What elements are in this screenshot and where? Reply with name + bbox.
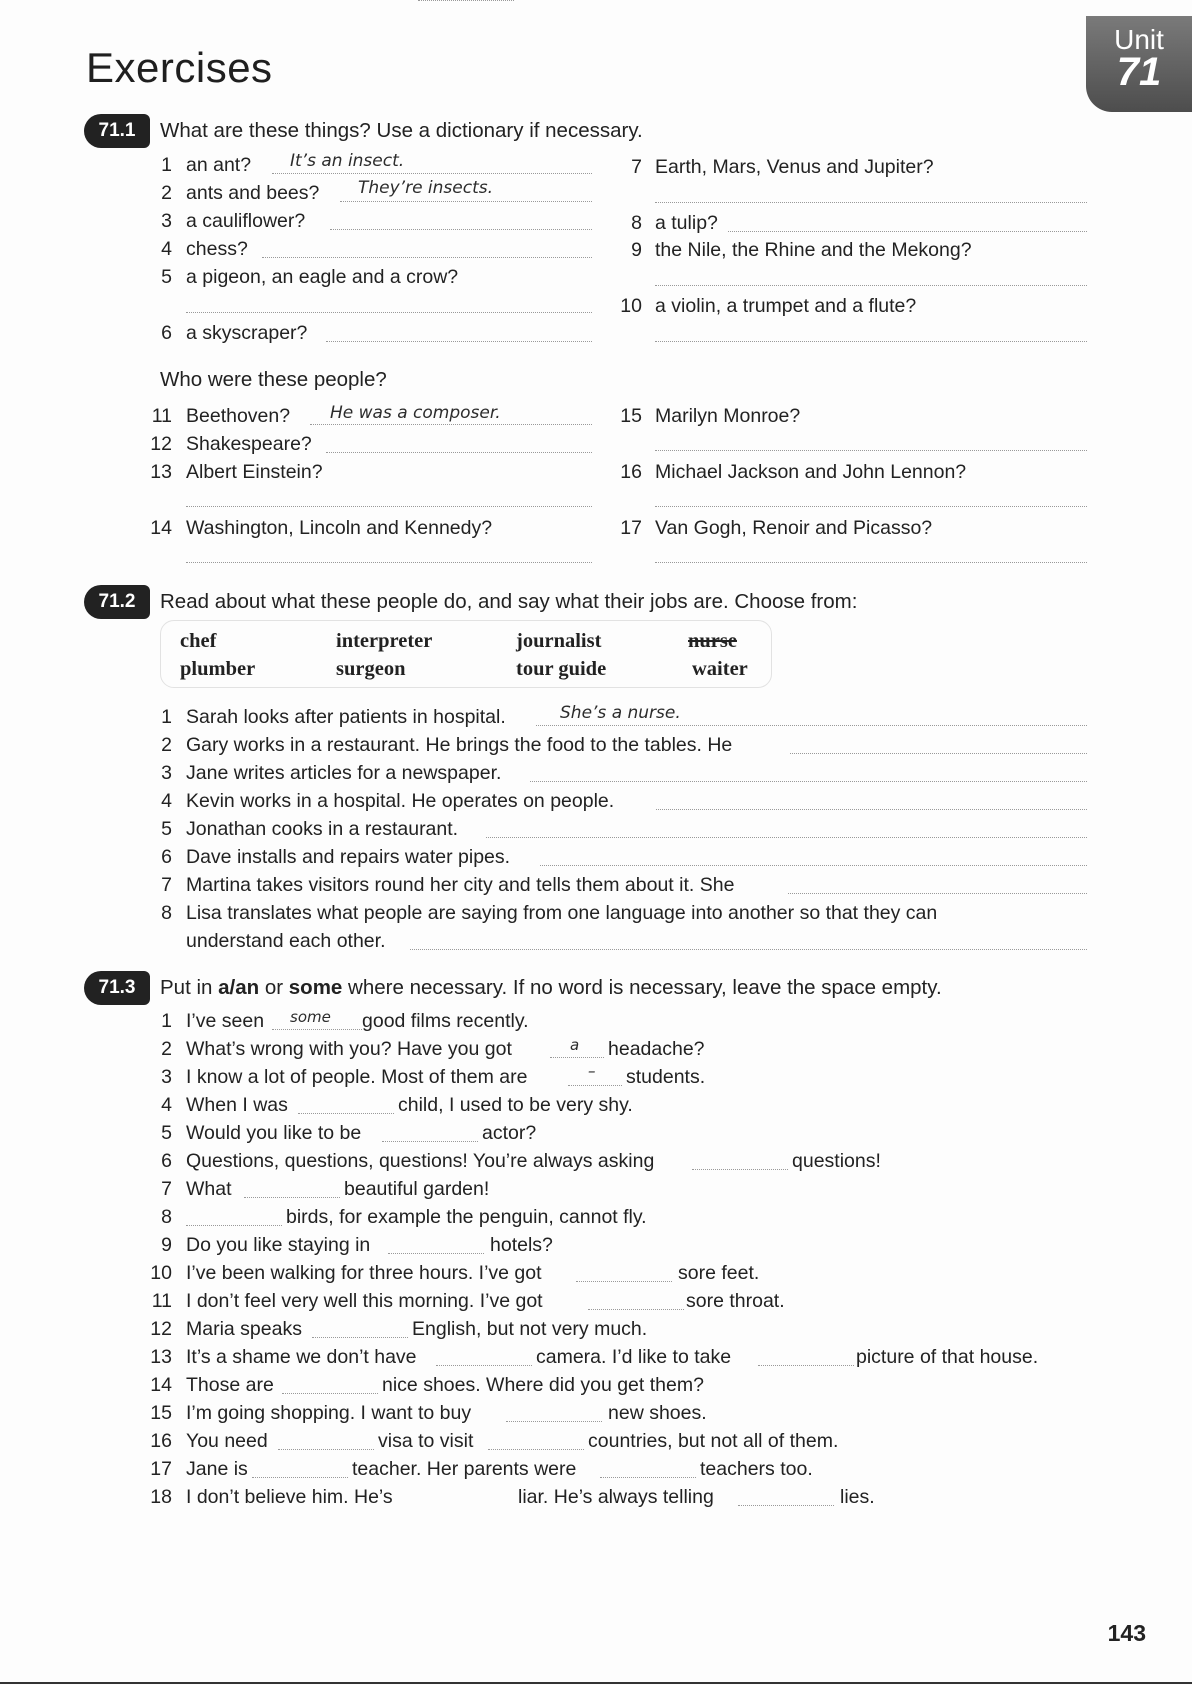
- question-text: a pigeon, an eagle and a crow?: [186, 266, 459, 288]
- exercise-badge-71-1: 71.1: [84, 114, 150, 148]
- subheading: Who were these people?: [160, 368, 387, 391]
- item-text: beautiful garden!: [344, 1178, 490, 1200]
- blank[interactable]: [488, 1449, 584, 1450]
- item-text: picture of that house.: [856, 1346, 1039, 1368]
- item-number: 9: [631, 239, 642, 261]
- item-text: sore feet.: [678, 1262, 760, 1284]
- item-text: Sarah looks after patients in hospital.: [186, 706, 506, 728]
- item-text-continued: understand each other.: [186, 930, 386, 952]
- item-number: 7: [161, 1178, 172, 1200]
- item-text: English, but not very much.: [412, 1318, 648, 1340]
- question-text: chess?: [186, 238, 248, 260]
- item-text: Would you like to be: [186, 1122, 362, 1144]
- item-text: I don’t feel very well this morning. I’ve got: [186, 1290, 543, 1312]
- item-number: 5: [161, 818, 172, 840]
- item-number: 4: [161, 238, 172, 260]
- item-number: 15: [620, 405, 642, 427]
- word-option: plumber: [180, 658, 256, 680]
- answer-line[interactable]: [540, 865, 1087, 866]
- item-text: birds, for example the penguin, cannot fly.: [286, 1206, 647, 1228]
- answer-line[interactable]: [655, 562, 1087, 563]
- item-text: I’ve seen: [186, 1010, 265, 1032]
- item-text: countries, but not all of them.: [588, 1430, 839, 1452]
- item-number: 9: [161, 1234, 172, 1256]
- blank[interactable]: [388, 1253, 484, 1254]
- blank[interactable]: [282, 1393, 378, 1394]
- item-text: Do you like staying in: [186, 1234, 371, 1256]
- answer-line[interactable]: [262, 257, 592, 258]
- example-answer: –: [588, 1062, 596, 1080]
- item-text: child, I used to be very shy.: [398, 1094, 633, 1116]
- item-number: 5: [161, 1122, 172, 1144]
- question-text: Earth, Mars, Venus and Jupiter?: [655, 156, 934, 178]
- blank[interactable]: [436, 1365, 532, 1366]
- answer-line[interactable]: [486, 837, 1087, 838]
- item-number: 7: [631, 156, 642, 178]
- answer-line[interactable]: [530, 781, 1087, 782]
- example-answer: some: [290, 1008, 331, 1026]
- item-number: 14: [150, 517, 172, 539]
- item-number: 6: [161, 846, 172, 868]
- item-number: 11: [151, 405, 172, 427]
- item-text: Maria speaks: [186, 1318, 302, 1340]
- word-option-used: nurse: [688, 630, 737, 652]
- item-number: 5: [161, 266, 172, 288]
- unit-label: Unit: [1114, 24, 1164, 55]
- exercise-badge-71-3: 71.3: [84, 971, 150, 1005]
- answer-line[interactable]: [186, 562, 592, 563]
- item-text: Jonathan cooks in a restaurant.: [186, 818, 459, 840]
- instruction-text: or: [259, 976, 289, 999]
- instruction-keyword: a/an: [218, 976, 260, 999]
- item-number: 3: [161, 1066, 172, 1088]
- item-text: actor?: [482, 1122, 537, 1144]
- answer-line[interactable]: [655, 450, 1087, 451]
- item-text: Kevin works in a hospital. He operates on people.: [186, 790, 615, 812]
- item-text: Gary works in a restaurant. He brings the food to the tables. He: [186, 734, 733, 756]
- blank[interactable]: [272, 1029, 362, 1030]
- question-text: a violin, a trumpet and a flute?: [655, 295, 917, 317]
- answer-line[interactable]: [410, 949, 1087, 950]
- answer-line[interactable]: [655, 202, 1087, 203]
- item-text: Those are: [186, 1374, 274, 1396]
- example-answer: It’s an insect.: [290, 151, 405, 171]
- answer-line[interactable]: [655, 341, 1087, 342]
- question-text: Washington, Lincoln and Kennedy?: [186, 517, 493, 539]
- example-answer: She’s a nurse.: [560, 703, 681, 723]
- item-text: camera. I’d like to take: [536, 1346, 732, 1368]
- item-text: Dave installs and repairs water pipes.: [186, 846, 511, 868]
- item-text: You need: [186, 1430, 268, 1452]
- item-text: I’ve been walking for three hours. I’ve got: [186, 1262, 542, 1284]
- word-option: waiter: [692, 658, 748, 680]
- blank[interactable]: [506, 1421, 602, 1422]
- item-number: 13: [150, 461, 172, 483]
- instruction-text: Put in: [160, 976, 219, 999]
- question-text: Van Gogh, Renoir and Picasso?: [655, 517, 933, 539]
- answer-line[interactable]: [728, 231, 1087, 232]
- instruction-text: where necessary. If no word is necessary, leave the space empty.: [342, 976, 942, 999]
- blank[interactable]: [738, 1505, 834, 1506]
- item-text: liar. He’s always telling: [518, 1486, 714, 1508]
- item-text: Lisa translates what people are saying from one language into another so that they can: [186, 902, 938, 924]
- blank[interactable]: [252, 1477, 348, 1478]
- item-number: 15: [150, 1402, 172, 1424]
- item-number: 12: [150, 433, 172, 455]
- answer-line[interactable]: [326, 341, 592, 342]
- answer-line[interactable]: [655, 506, 1087, 507]
- item-text: Martina takes visitors round her city and tells them about it. She: [186, 874, 735, 896]
- unit-tab: [1086, 16, 1192, 112]
- blank[interactable]: [278, 1449, 374, 1450]
- word-option: interpreter: [336, 630, 433, 652]
- item-text: Jane is: [186, 1458, 248, 1480]
- answer-line[interactable]: [310, 424, 592, 425]
- item-number: 7: [161, 874, 172, 896]
- blank[interactable]: [186, 1225, 282, 1226]
- item-text: I know a lot of people. Most of them are: [186, 1066, 528, 1088]
- item-text: visa to visit: [378, 1430, 474, 1452]
- item-number: 6: [161, 322, 172, 344]
- blank[interactable]: [418, 0, 514, 1]
- item-number: 8: [161, 902, 172, 924]
- question-text: a cauliflower?: [186, 210, 306, 232]
- blank[interactable]: [758, 1365, 854, 1366]
- question-text: the Nile, the Rhine and the Mekong?: [655, 239, 972, 261]
- item-number: 10: [620, 295, 642, 317]
- item-number: 18: [150, 1486, 172, 1508]
- exercise-instruction: What are these things? Use a dictionary if necessary.: [160, 119, 643, 142]
- blank[interactable]: [576, 1281, 672, 1282]
- item-number: 1: [161, 154, 172, 176]
- blank[interactable]: [588, 1309, 684, 1310]
- answer-line[interactable]: [272, 173, 592, 174]
- item-text: When I was: [186, 1094, 288, 1116]
- item-number: 2: [161, 182, 172, 204]
- item-number: 10: [150, 1262, 172, 1284]
- item-number: 17: [150, 1458, 172, 1480]
- item-text: Questions, questions, questions! You’re always asking: [186, 1150, 655, 1172]
- item-number: 4: [161, 790, 172, 812]
- item-number: 1: [161, 1010, 172, 1032]
- page-title: Exercises: [86, 44, 273, 91]
- answer-line[interactable]: [536, 725, 1087, 726]
- item-number: 2: [161, 1038, 172, 1060]
- item-number: 17: [620, 517, 642, 539]
- item-text: teacher. Her parents were: [352, 1458, 577, 1480]
- item-number: 8: [631, 212, 642, 234]
- item-text: What’s wrong with you? Have you got: [186, 1038, 512, 1060]
- item-number: 3: [161, 762, 172, 784]
- page-bottom-rule: [0, 1682, 1192, 1684]
- exercise-badge-71-2: 71.2: [84, 585, 150, 619]
- answer-line[interactable]: [330, 229, 592, 230]
- item-text: Jane writes articles for a newspaper.: [186, 762, 502, 784]
- word-option: journalist: [516, 630, 602, 652]
- item-number: 1: [161, 706, 172, 728]
- item-text: good films recently.: [362, 1010, 529, 1032]
- answer-line[interactable]: [340, 201, 592, 202]
- item-text: students.: [626, 1066, 706, 1088]
- word-option: tour guide: [516, 658, 607, 680]
- answer-line[interactable]: [186, 506, 592, 507]
- word-option: surgeon: [336, 658, 406, 680]
- question-text: a skyscraper?: [186, 322, 308, 344]
- answer-line[interactable]: [655, 285, 1087, 286]
- blank[interactable]: [568, 1085, 622, 1086]
- question-text: Shakespeare?: [186, 433, 312, 455]
- question-text: Michael Jackson and John Lennon?: [655, 461, 967, 483]
- item-number: 13: [150, 1346, 172, 1368]
- exercise-instruction: Read about what these people do, and say what their jobs are. Choose from:: [160, 590, 858, 613]
- word-option: chef: [180, 630, 217, 652]
- answer-line[interactable]: [326, 452, 592, 453]
- item-text: lies.: [840, 1486, 875, 1508]
- blank[interactable]: [312, 1337, 408, 1338]
- answer-line[interactable]: [656, 809, 1087, 810]
- item-number: 8: [161, 1206, 172, 1228]
- item-number: 3: [161, 210, 172, 232]
- instruction-keyword: some: [288, 976, 343, 999]
- question-text: Albert Einstein?: [186, 461, 323, 483]
- item-text: new shoes.: [608, 1402, 707, 1424]
- answer-line[interactable]: [186, 312, 592, 313]
- item-text: I’m going shopping. I want to buy: [186, 1402, 472, 1424]
- question-text: Beethoven?: [186, 405, 291, 427]
- blank[interactable]: [298, 1113, 394, 1114]
- blank[interactable]: [244, 1197, 340, 1198]
- item-number: 2: [161, 734, 172, 756]
- item-text: It’s a shame we don’t have: [186, 1346, 417, 1368]
- answer-line[interactable]: [788, 893, 1087, 894]
- blank[interactable]: [600, 1477, 696, 1478]
- question-text: an ant?: [186, 154, 252, 176]
- blank[interactable]: [382, 1141, 478, 1142]
- item-text: questions!: [792, 1150, 881, 1172]
- item-number: 4: [161, 1094, 172, 1116]
- item-number: 14: [150, 1374, 172, 1396]
- item-text: sore throat.: [686, 1290, 785, 1312]
- item-number: 6: [161, 1150, 172, 1172]
- item-text: teachers too.: [700, 1458, 813, 1480]
- item-text: What: [186, 1178, 232, 1200]
- question-text: a tulip?: [655, 212, 718, 234]
- item-text: hotels?: [490, 1234, 553, 1256]
- question-text: Marilyn Monroe?: [655, 405, 801, 427]
- example-answer: a: [570, 1036, 580, 1054]
- item-text: headache?: [608, 1038, 705, 1060]
- example-answer: He was a composer.: [330, 403, 501, 423]
- exercise-instruction: [160, 976, 942, 1000]
- item-number: 16: [150, 1430, 172, 1452]
- question-text: ants and bees?: [186, 182, 320, 204]
- blank[interactable]: [692, 1169, 788, 1170]
- unit-number: 71: [1116, 50, 1162, 94]
- page-number: 143: [1107, 1620, 1146, 1646]
- blank[interactable]: [550, 1057, 604, 1058]
- answer-line[interactable]: [790, 753, 1087, 754]
- example-answer: They’re insects.: [358, 178, 494, 198]
- item-text: I don’t believe him. He’s: [186, 1486, 393, 1508]
- item-number: 11: [151, 1290, 172, 1312]
- item-number: 16: [620, 461, 642, 483]
- item-number: 12: [150, 1318, 172, 1340]
- item-text: nice shoes. Where did you get them?: [382, 1374, 704, 1396]
